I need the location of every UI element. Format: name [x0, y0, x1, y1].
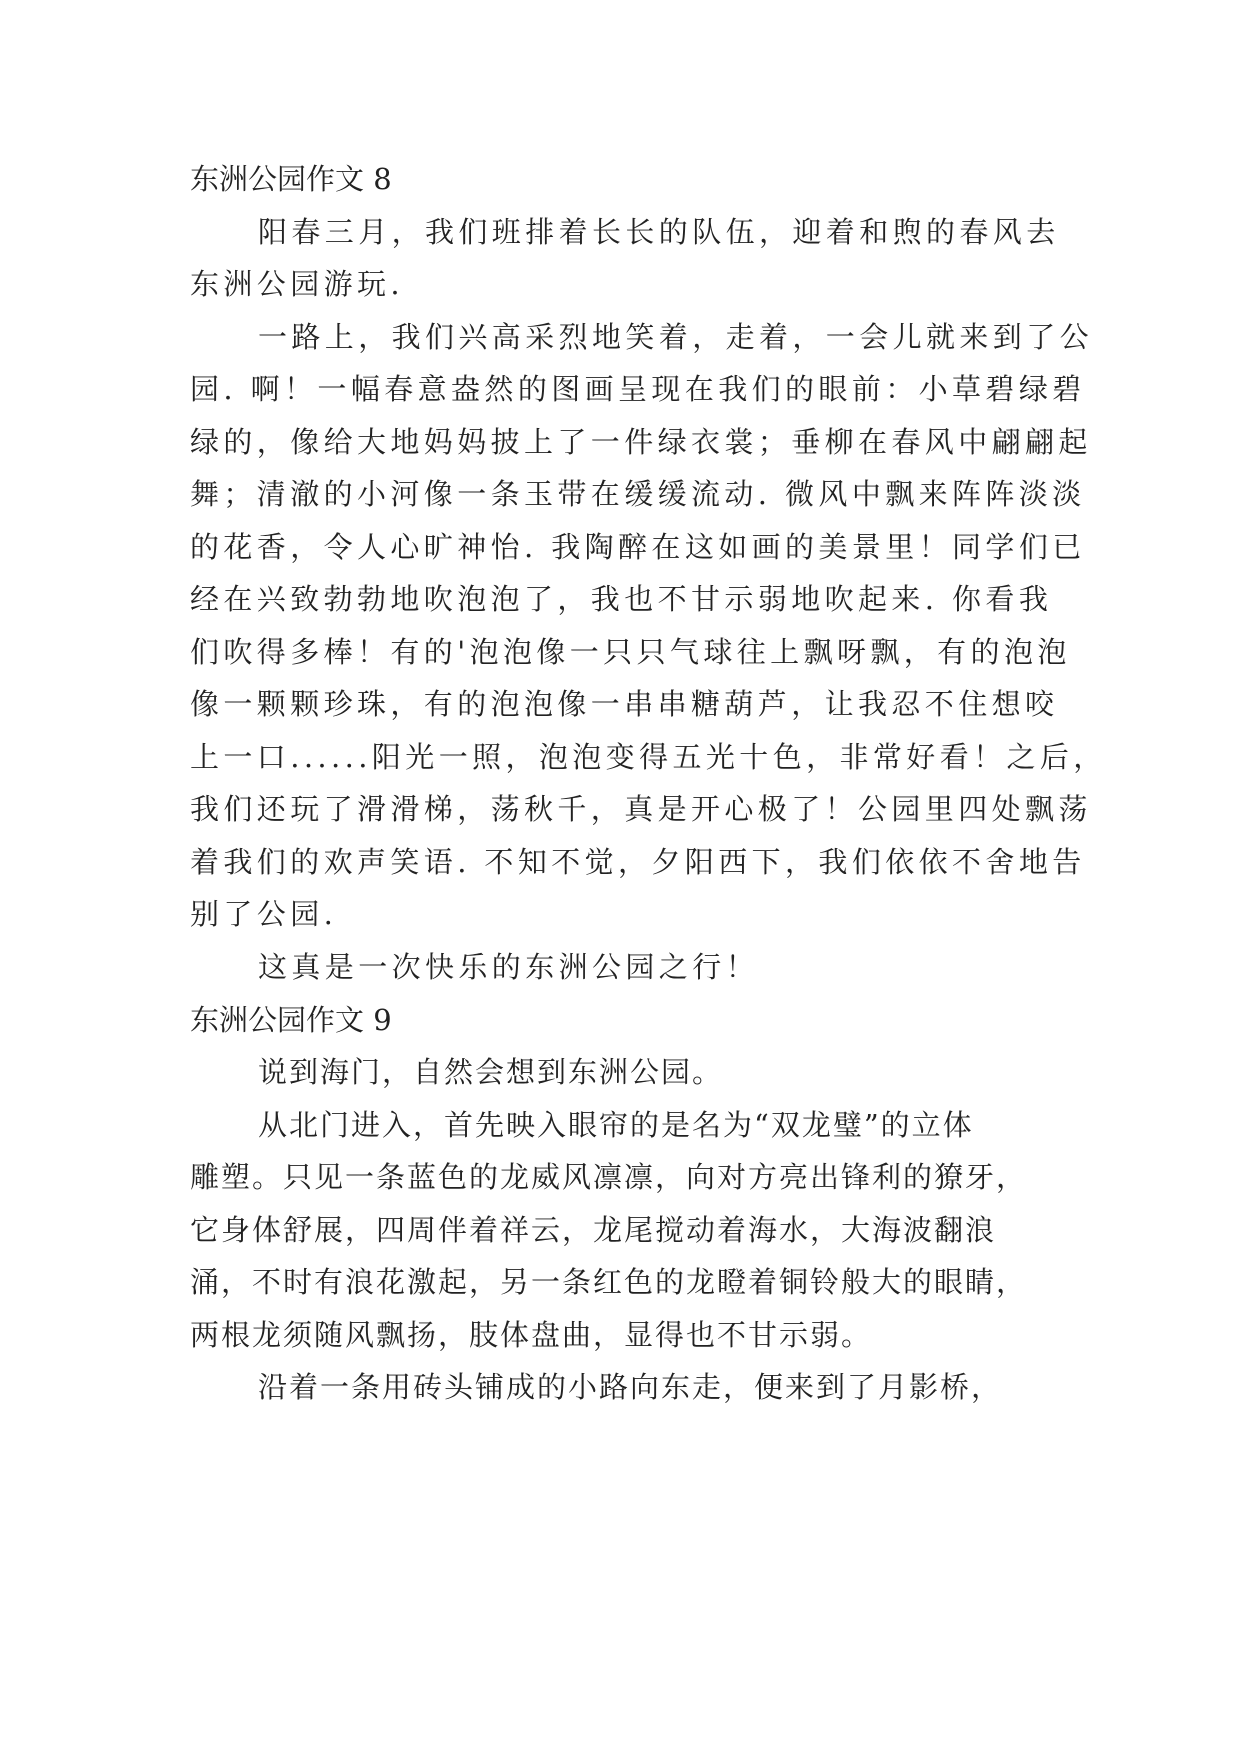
paragraph-line: 这真是一次快乐的东洲公园之行！ — [258, 950, 760, 984]
paragraph-line: 的花香，令人心旷神怡. 我陶醉在这如画的美景里！同学们已 — [190, 530, 1086, 564]
paragraph-line: 沿着一条用砖头铺成的小路向东走，便来到了月影桥， — [258, 1370, 1003, 1404]
paragraph-line: 雕塑。只见一条蓝色的龙威风凛凛，向对方亮出锋利的獠牙， — [190, 1160, 1028, 1194]
paragraph-line: 园. 啊！一幅春意盎然的图画呈现在我们的眼前：小草碧绿碧 — [190, 372, 1086, 406]
section-title: 东洲公园作文 9 — [190, 1003, 392, 1037]
paragraph-line: 说到海门，自然会想到东洲公园。 — [258, 1055, 724, 1089]
paragraph-line: 像一颗颗珍珠，有的泡泡像一串串糖葫芦，让我忍不住想咬 — [190, 687, 1059, 721]
paragraph-line: 舞；清澈的小河像一条玉带在缓缓流动. 微风中飘来阵阵淡淡 — [190, 477, 1086, 511]
paragraph-line: 一路上，我们兴高采烈地笑着，走着，一会儿就来到了公 — [258, 320, 1094, 354]
paragraph-line: 两根龙须随风飘扬，肢体盘曲，显得也不甘示弱。 — [190, 1318, 873, 1352]
paragraph-line: 绿的，像给大地妈妈披上了一件绿衣裳；垂柳在春风中翩翩起 — [190, 425, 1092, 459]
section-title: 东洲公园作文 8 — [190, 162, 392, 196]
paragraph-line: 我们还玩了滑滑梯，荡秋千，真是开心极了！公园里四处飘荡 — [190, 792, 1092, 826]
paragraph-line: 上一口......阳光一照，泡泡变得五光十色，非常好看！之后， — [190, 740, 1107, 774]
paragraph-line: 着我们的欢声笑语. 不知不觉，夕阳西下，我们依依不舍地告 — [190, 845, 1086, 879]
paragraph-line: 别了公园. — [190, 897, 338, 931]
paragraph-line: 它身体舒展，四周伴着祥云，龙尾搅动着海水，大海波翻浪 — [190, 1213, 997, 1247]
paragraph-line: 涌，不时有浪花激起，另一条红色的龙瞪着铜铃般大的眼睛， — [190, 1265, 1028, 1299]
paragraph-line: 们吹得多棒！有的'泡泡像一只只气球往上飘呀飘，有的泡泡 — [190, 635, 1071, 669]
paragraph-line: 阳春三月，我们班排着长长的队伍，迎着和煦的春风去 — [258, 215, 1060, 249]
paragraph-line: 东洲公园游玩. — [190, 267, 405, 301]
paragraph-line: 从北门进入，首先映入眼帘的是名为“双龙璧”的立体 — [258, 1108, 974, 1142]
paragraph-line: 经在兴致勃勃地吹泡泡了，我也不甘示弱地吹起来. 你看我 — [190, 582, 1053, 616]
